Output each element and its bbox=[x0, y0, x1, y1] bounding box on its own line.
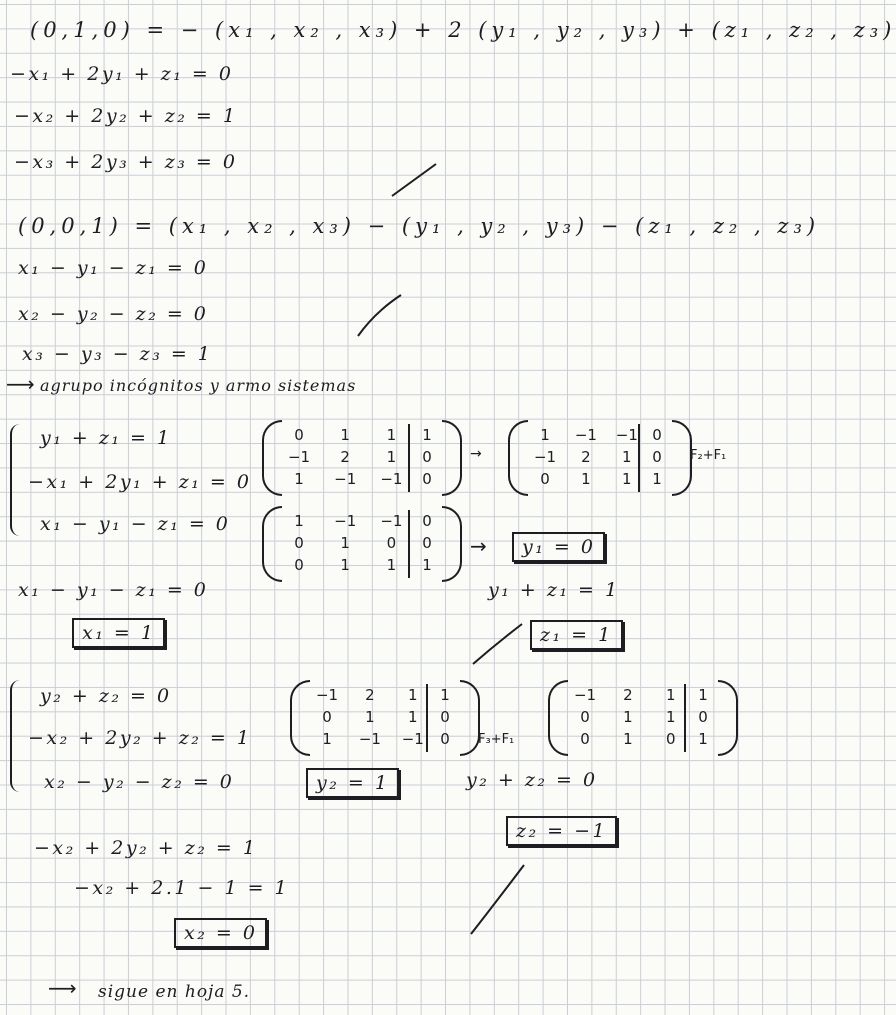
matrix-cell: −1 bbox=[380, 470, 403, 488]
matrix-cell: 1 bbox=[652, 470, 662, 488]
matrix-cell: 0 bbox=[652, 448, 662, 466]
matrix-cell: 1 bbox=[666, 708, 676, 726]
equation-line: −x₂ + 2y₂ + z₂ = 1 bbox=[34, 837, 258, 859]
result-box: x₁ = 1 bbox=[72, 618, 165, 648]
right-paren bbox=[460, 680, 480, 756]
matrix-cell: −1 bbox=[574, 426, 597, 444]
matrix-cell: 1 bbox=[540, 426, 550, 444]
matrix-cell: 2 bbox=[581, 448, 591, 466]
check-slash bbox=[468, 862, 528, 938]
result-box: y₁ = 0 bbox=[512, 532, 605, 562]
matrix-cell: 0 bbox=[652, 426, 662, 444]
right-paren bbox=[442, 506, 462, 582]
matrix-cell: −1 bbox=[615, 426, 638, 444]
arrow-right-icon: ⟶ bbox=[6, 372, 35, 396]
matrix-cell: 0 bbox=[294, 556, 304, 574]
matrix-cell: 1 bbox=[386, 448, 397, 466]
matrix-cell: 2 bbox=[340, 448, 350, 466]
matrix-cell: 0 bbox=[440, 730, 450, 748]
augmented-matrix bbox=[508, 420, 692, 496]
matrix-cell: 1 bbox=[294, 512, 304, 530]
result-box: z₂ = −1 bbox=[506, 816, 617, 846]
system-brace bbox=[10, 424, 20, 536]
system-brace bbox=[10, 680, 20, 792]
matrix-cell: −1 bbox=[334, 470, 357, 488]
matrix-cell: 0 bbox=[294, 426, 304, 444]
equation-line: −x₁ + 2y₁ + z₁ = 0 bbox=[10, 63, 234, 85]
matrix-cell: 0 bbox=[322, 708, 332, 726]
matrix-cell: 1 bbox=[623, 730, 633, 748]
matrix-cell: 0 bbox=[422, 512, 432, 530]
left-paren bbox=[548, 680, 568, 756]
matrix-cell: 1 bbox=[408, 686, 418, 704]
equation-line: x₂ − y₂ − z₂ = 0 bbox=[44, 771, 235, 793]
matrix-cell: −1 bbox=[315, 686, 339, 704]
arrow-right-icon: → bbox=[470, 534, 487, 558]
matrix-cell: 1 bbox=[622, 448, 632, 466]
matrix-cell: 1 bbox=[581, 470, 591, 488]
equation-line: y₁ + z₁ = 1 bbox=[488, 579, 620, 601]
matrix-cell: −1 bbox=[380, 512, 403, 530]
note-text: sigue en hoja 5. bbox=[98, 982, 251, 1002]
matrix-cell: 1 bbox=[386, 556, 397, 574]
augmented-matrix bbox=[262, 420, 462, 496]
matrix-cell: 0 bbox=[386, 534, 397, 552]
matrix-cell: 0 bbox=[698, 708, 708, 726]
matrix-cell: 1 bbox=[322, 730, 332, 748]
matrix-cell: −1 bbox=[401, 730, 424, 748]
equation-line: (0,1,0) = − (x₁ , x₂ , x₃) + 2 (y₁ , y₂ , y₃) + (z₁ , z₂ , z₃) bbox=[30, 18, 896, 42]
matrix-cell: −1 bbox=[287, 448, 311, 466]
left-paren bbox=[262, 420, 282, 496]
matrix-cell: 1 bbox=[422, 556, 432, 574]
left-paren bbox=[262, 506, 282, 582]
right-paren bbox=[442, 420, 462, 496]
result-box: y₂ = 1 bbox=[306, 768, 399, 798]
matrix-cell: 0 bbox=[580, 708, 590, 726]
equation-line: x₁ − y₁ − z₁ = 0 bbox=[18, 579, 209, 601]
matrix-cell: −1 bbox=[358, 730, 381, 748]
check-slash bbox=[390, 160, 440, 200]
matrix-cell: 0 bbox=[294, 534, 304, 552]
matrix-cell: 1 bbox=[622, 470, 632, 488]
equation-line: (0,0,1) = (x₁ , x₂ , x₃) − (y₁ , y₂ , y₃) − (z₁ , z₂ , z₃) bbox=[18, 214, 821, 238]
right-paren bbox=[718, 680, 738, 756]
result-box: z₁ = 1 bbox=[530, 620, 623, 650]
matrix-cell: 1 bbox=[422, 426, 432, 444]
matrix-cell: 1 bbox=[294, 470, 304, 488]
arrow-right-icon: → bbox=[470, 446, 482, 462]
note-text: agrupo incógnitos y armo sistemas bbox=[40, 376, 357, 395]
matrix-cell: −1 bbox=[573, 686, 597, 704]
matrix-cell: 0 bbox=[422, 534, 432, 552]
matrix-cell: 1 bbox=[386, 426, 397, 444]
right-paren bbox=[672, 420, 692, 496]
matrix-cell: −1 bbox=[533, 448, 557, 466]
augmented-matrix bbox=[290, 680, 480, 756]
equation-line: y₁ + z₁ = 1 bbox=[40, 427, 172, 449]
row-operation-label: F₃+F₁ bbox=[478, 732, 515, 747]
matrix-cell: 0 bbox=[540, 470, 550, 488]
check-slash bbox=[470, 620, 526, 668]
equation-line: −x₂ + 2y₂ + z₂ = 1 bbox=[28, 727, 252, 749]
equation-line: x₃ − y₃ − z₃ = 1 bbox=[22, 343, 213, 365]
equation-line: −x₁ + 2y₁ + z₁ = 0 bbox=[28, 471, 252, 493]
matrix-cell: 0 bbox=[580, 730, 590, 748]
matrix-cell: 1 bbox=[666, 686, 676, 704]
left-paren bbox=[508, 420, 528, 496]
augmented-matrix bbox=[262, 506, 462, 582]
matrix-cell: 0 bbox=[666, 730, 676, 748]
matrix-cell: 1 bbox=[408, 708, 418, 726]
result-box: x₂ = 0 bbox=[174, 918, 267, 948]
equation-line: x₁ − y₁ − z₁ = 0 bbox=[40, 513, 231, 535]
matrix-cell: 0 bbox=[422, 470, 432, 488]
augmented-matrix bbox=[548, 680, 738, 756]
equation-line: x₁ − y₁ − z₁ = 0 bbox=[18, 257, 209, 279]
check-slash bbox=[355, 292, 405, 340]
equation-line: y₂ + z₂ = 0 bbox=[40, 685, 172, 707]
matrix-cell: 1 bbox=[698, 730, 708, 748]
matrix-cell: 1 bbox=[340, 426, 350, 444]
matrix-cell: 0 bbox=[440, 708, 450, 726]
augment-bar bbox=[408, 510, 410, 578]
equation-line: −x₃ + 2y₃ + z₃ = 0 bbox=[14, 151, 238, 173]
row-operation-label: F₂+F₁ bbox=[690, 448, 727, 463]
equation-line: −x₂ + 2y₂ + z₂ = 1 bbox=[14, 105, 238, 127]
matrix-cell: 1 bbox=[698, 686, 708, 704]
matrix-cell: 2 bbox=[623, 686, 633, 704]
matrix-cell: 1 bbox=[365, 708, 375, 726]
matrix-cell: 2 bbox=[365, 686, 375, 704]
arrow-right-icon: ⟶ bbox=[48, 976, 77, 1000]
equation-line: −x₂ + 2.1 − 1 = 1 bbox=[74, 877, 290, 899]
matrix-cell: 1 bbox=[340, 534, 350, 552]
left-paren bbox=[290, 680, 310, 756]
augment-bar bbox=[408, 424, 410, 492]
matrix-cell: 1 bbox=[623, 708, 633, 726]
matrix-cell: 1 bbox=[340, 556, 350, 574]
equation-line: x₂ − y₂ − z₂ = 0 bbox=[18, 303, 209, 325]
matrix-cell: −1 bbox=[334, 512, 357, 530]
matrix-cell: 0 bbox=[422, 448, 432, 466]
equation-line: y₂ + z₂ = 0 bbox=[466, 769, 598, 791]
matrix-cell: 1 bbox=[440, 686, 450, 704]
